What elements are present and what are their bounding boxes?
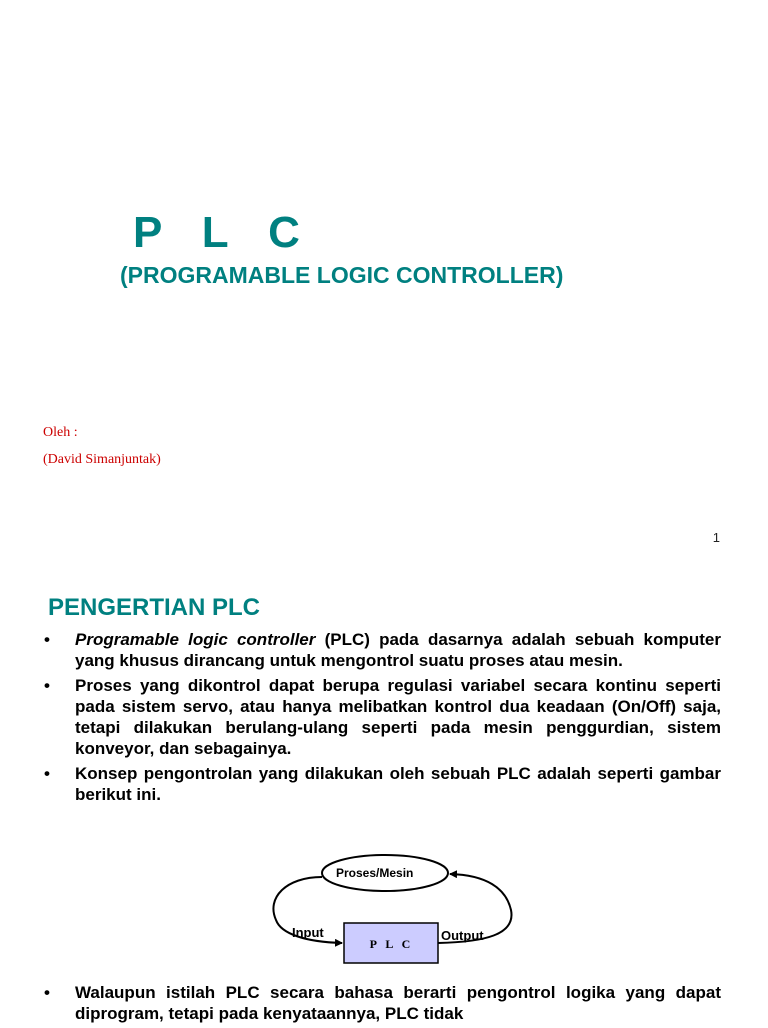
bullet-icon: • <box>44 676 50 695</box>
bullet-icon: • <box>44 764 50 783</box>
bullet-list <box>44 982 721 1028</box>
bullet-list <box>44 629 721 809</box>
input-label: Input <box>292 925 324 940</box>
bullet-text: Konsep pengontrolan yang dilakukan oleh sebuah PLC adalah seperti gambar berikut ini. <box>75 764 721 804</box>
bullet-item <box>44 629 721 671</box>
bullet-item <box>44 763 721 805</box>
output-label: Output <box>441 928 484 943</box>
slide-title: P L C <box>133 208 314 257</box>
bullet-item <box>44 982 721 1024</box>
bullet-emphasis: Programable logic controller <box>75 630 316 649</box>
bullet-icon: • <box>44 630 50 649</box>
author-label: Oleh : <box>43 425 78 440</box>
bullet-text: (PLC) pada dasarnya adalah sebuah komputer yang khusus dirancang untuk mengontrol suatu proses atau mesin. <box>75 630 721 670</box>
plc-control-diagram <box>266 850 526 968</box>
bullet-icon: • <box>44 983 50 1002</box>
bullet-item <box>44 675 721 759</box>
process-label: Proses/Mesin <box>336 866 414 880</box>
slide-page-2 <box>0 560 768 1024</box>
bullet-text: Proses yang dikontrol dapat berupa regulasi variabel secara kontinu seperti pada sistem servo, atau hanya melibatkan kontrol dua keadaan (On/Off) saja, tetapi dilakukan berulang-ulang seperti pada mesin penggurdian, sistem konveyor, dan sebagainya. <box>75 676 721 758</box>
slide-subtitle: (PROGRAMABLE LOGIC CONTROLLER) <box>120 262 564 288</box>
plc-label: P L C <box>369 937 414 951</box>
author-name: (David Simanjuntak) <box>43 452 161 467</box>
bullet-text: Walaupun istilah PLC secara bahasa berarti pengontrol logika yang dapat diprogram, tetapi pada kenyataannya, PLC tidak <box>75 983 721 1023</box>
page-number: 1 <box>712 530 720 545</box>
section-heading: PENGERTIAN PLC <box>48 594 261 621</box>
